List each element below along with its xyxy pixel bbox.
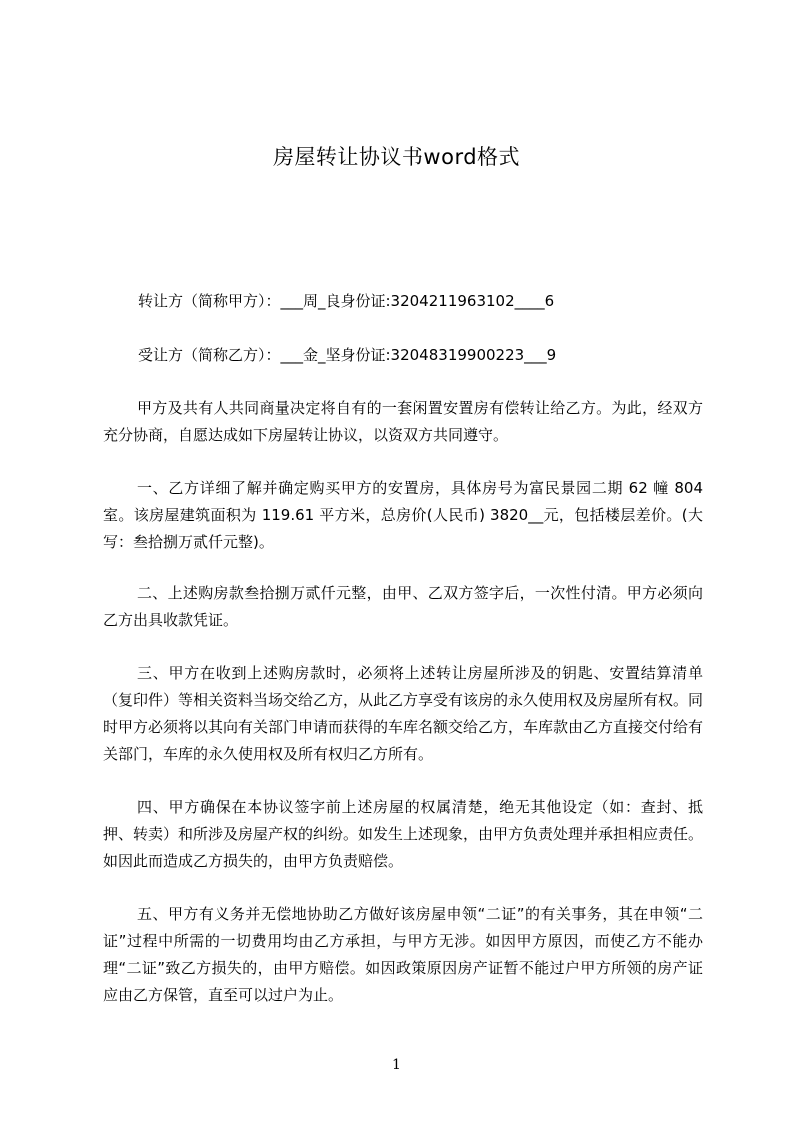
intro-paragraph: 甲方及共有人共同商量决定将自有的一套闲置安置房有偿转让给乙方。为此，经双方充分协商，自愿达成如下房屋转让协议，以资双方共同遵守。 [103, 399, 703, 444]
clause-5-paragraph: 五、甲方有义务并无偿地协助乙方做好该房屋申领“二证”的有关事务，其在申领“二证”过程中所需的一切费用均由乙方承担，与甲方无涉。如因甲方原因，而使乙方不能办理“二证”致乙方损失的，由甲方赔偿。如因政策原因房产证暂不能过户甲方所领的房产证应由乙方保管，直至可以过户为止。 [103, 905, 703, 1004]
clause-2-paragraph: 二、上述购房款叁拾捌万贰仟元整，由甲、乙双方签字后，一次性付清。甲方必须向乙方出具收款凭证。 [103, 584, 703, 629]
clause-1-paragraph: 一、乙方详细了解并确定购买甲方的安置房，具体房号为富民景园二期 62 幢 804 室。该房屋建筑面积为 119.61 平方米，总房价(人民币) 3820__元，包括楼层差价。(大写：叁拾捌万贰仟元整)。 [103, 479, 703, 551]
transferee-line: 受让方（简称乙方）：___金_坚身份证:32048319900223___9 [138, 346, 557, 364]
page-number: 1 [392, 1057, 401, 1073]
clause-3-paragraph: 三、甲方在收到上述购房款时，必须将上述转让房屋所涉及的钥匙、安置结算清单（复印件）等相关资料当场交给乙方，从此乙方享受有该房的永久使用权及房屋所有权。同时甲方必须将以其向有关部门申请而获得的车库名额交给乙方，车库款由乙方直接交付给有关部门，车库的永久使用权及所有权归乙方所有。 [103, 664, 704, 763]
clause-4-paragraph: 四、甲方确保在本协议签字前上述房屋的权属清楚，绝无其他设定（如：查封、抵押、转卖）和所涉及房屋产权的纠纷。如发生上述现象，由甲方负责处理并承担相应责任。如因此而造成乙方损失的，由甲方负责赔偿。 [103, 798, 704, 870]
transferor-line: 转让方（简称甲方）：___周_良身份证:3204211963102____6 [138, 292, 555, 310]
document-title: 房屋转让协议书word格式 [272, 145, 521, 169]
